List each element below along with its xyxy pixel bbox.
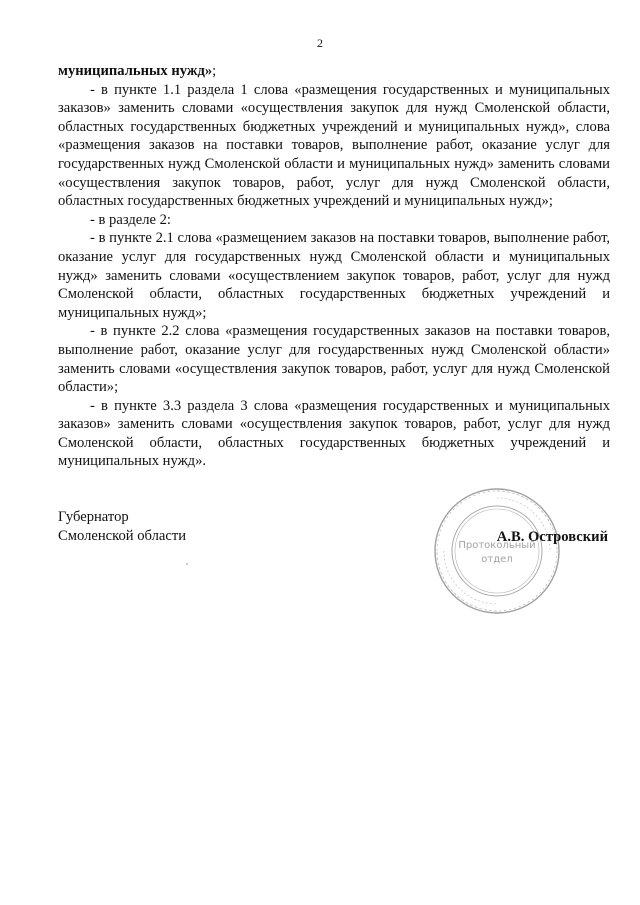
- signer-title: [58, 508, 186, 545]
- document-body: [58, 62, 610, 471]
- paragraph-item: - в пункте 2.2 слова «размещения государственных заказов на поставки товаров, выполнение работ, оказание услуг для государственных нужд Смоленской области» заменить словами «осуществления закупок товаров, работ, услуг для нужд Смоленской области»;: [58, 323, 610, 396]
- signer-title-line: Смоленской области: [58, 527, 187, 544]
- paragraph-item: - в пункте 1.1 раздела 1 слова «размещения государственных и муниципальных заказов» заменить словами «осуществления закупок для нужд Смоленской области, областных государственных бюджетных учреждений и муниципальных нужд», слова «размещения заказов на поставки товаров, выполнение работ, оказание услуг для государственных нужд Смоленской области и муниципальных нужд» заменить словами «осуществления закупок товаров, работ, услуг для нужд Смоленской области, областных государственных бюджетных учреждений и муниципальных нужд»;: [58, 81, 610, 210]
- paragraph-continuation: [58, 62, 610, 81]
- paragraph-item: - в разделе 2:: [90, 211, 171, 228]
- official-stamp: [432, 486, 562, 616]
- paragraph-text: ;: [212, 63, 217, 79]
- signer-title-line: Губернатор: [58, 509, 129, 525]
- stamp-inner-line1: Протокольный: [458, 540, 536, 551]
- signer-name: А.В. Островский: [496, 529, 608, 545]
- stamp-inner-line2: отдел: [481, 554, 513, 565]
- page-number: 2: [317, 36, 323, 50]
- paragraph-item: - в пункте 3.3 раздела 3 слова «размещения государственных и муниципальных заказов» заменить словами «осуществления закупок товаров, работ, услуг для нужд Смоленской области, областных государственных бюджетных учреждений и муниципальных нужд».: [58, 397, 610, 470]
- paragraph-item: - в пункте 2.1 слова «размещением заказов на поставки товаров, выполнение работ, оказание услуг для государственных нужд Смоленской области и муниципальных нужд» заменить словами «осуществлением закупок товаров, работ, услуг для нужд Смоленской области, областных государственных бюджетных учреждений и муниципальных нужд»;: [58, 230, 610, 321]
- scan-speck: [186, 563, 188, 565]
- bold-lead: муниципальных нужд»: [58, 63, 213, 79]
